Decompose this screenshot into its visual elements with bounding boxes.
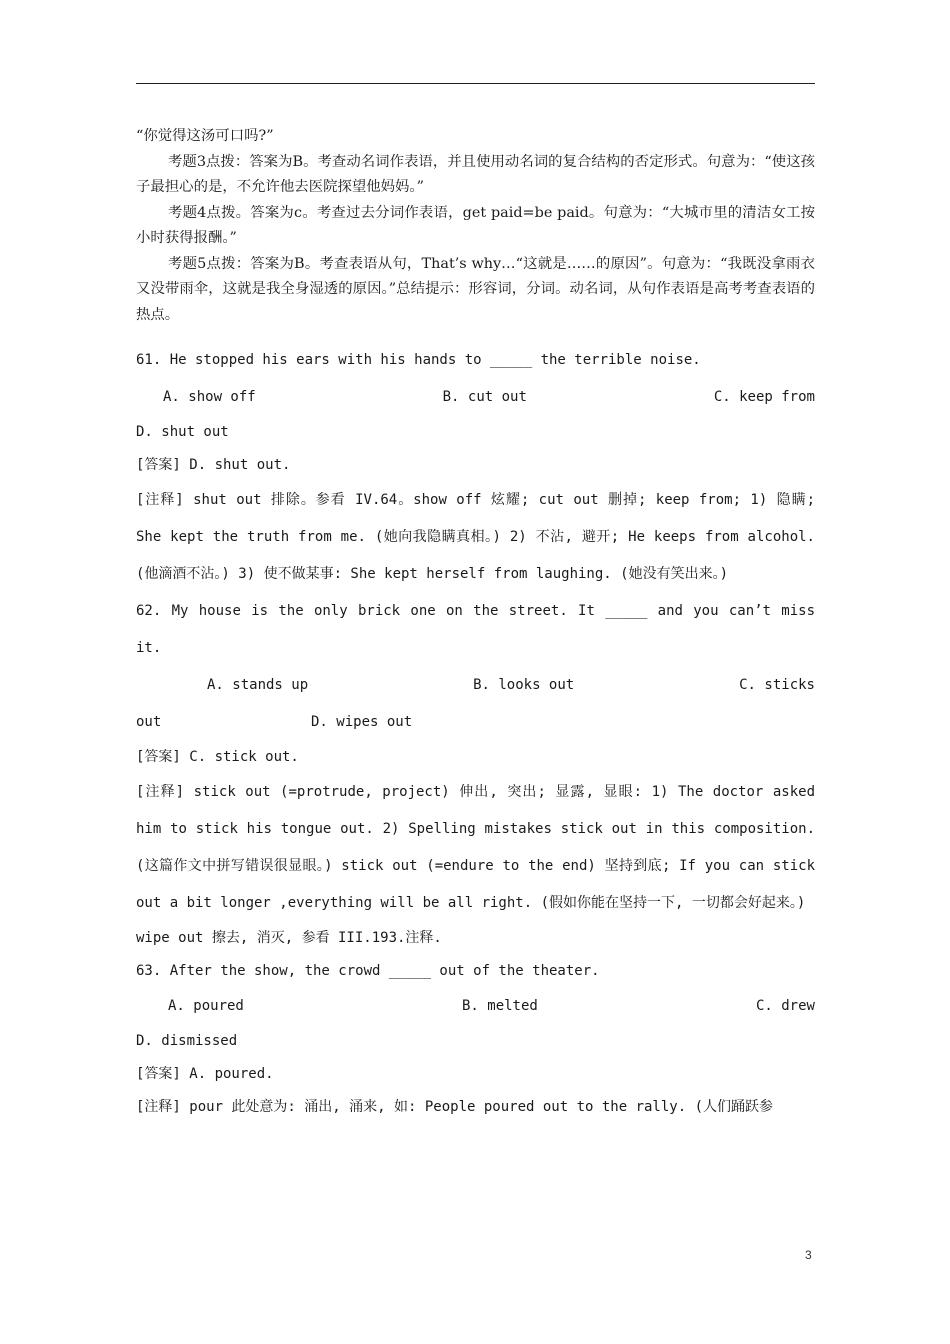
- q63-options-row: [136, 988, 815, 1025]
- q62-note: [注释] stick out (=protrude, project) 伸出, 突出; 显露, 显眼: 1) The doctor asked him to stick his tongue out. 2) Spelling mistakes stick out in this composition. (这篇作文中拼写错误很显眼。) stick out (=endure to the end) 坚持到底; If you can stick out a bit longer ,everything will be all right. (假如你能在坚持一下, 一切都会好起来。): [136, 784, 815, 911]
- q61-answer: [答案] D. shut out.: [136, 457, 291, 473]
- intro-point-4: 考题4点拨。答案为c。考查过去分词作表语，get paid=be paid。句意为：“大城市里的清洁女工按小时获得报酬。”: [136, 204, 815, 246]
- header-rule: [136, 83, 815, 84]
- page-body: [136, 124, 815, 1124]
- q62-option-a: A. stands up: [207, 677, 309, 693]
- q62-extra-note: wipe out 擦去, 消灭, 参看 III.193.注释.: [136, 930, 442, 946]
- q61-option-a: A. show off: [163, 389, 256, 405]
- q63-option-c: C. drew: [755, 998, 815, 1014]
- intro-quote: “你觉得这汤可口吗?”: [136, 128, 274, 144]
- q63-note: [注释] pour 此处意为: 涌出, 涌来, 如: People poured out to the rally. (人们踊跃参: [136, 1099, 774, 1115]
- page-number: 3: [805, 1248, 812, 1262]
- q63-option-b: B. melted: [461, 998, 538, 1014]
- q61-stem: 61. He stopped his ears with his hands to _____ the terrible noise.: [136, 352, 701, 368]
- q62-option-d: D. wipes out: [311, 714, 413, 730]
- q62-option-c: C. sticks: [739, 677, 815, 693]
- q61-option-b: B. cut out: [442, 389, 527, 405]
- q62-option-b: B. looks out: [473, 677, 575, 693]
- q62-options-row: [136, 667, 815, 704]
- q63-option-a: A. poured: [168, 998, 244, 1014]
- q61-option-c: C. keep from: [713, 389, 815, 405]
- q62-options-row-2: [136, 704, 815, 741]
- intro-point-5: 考题5点拨：答案为B。考查表语从句，That’s why…“这就是……的原因”。句意为：“我既没拿雨衣又没带雨伞，这就是我全身湿透的原因。”总结提示：形容词，分词。动名词，从句作表语是高考考查表语的热点。: [136, 255, 815, 323]
- q63-answer: [答案] A. poured.: [136, 1066, 274, 1082]
- q63-option-d: D. dismissed: [136, 1033, 238, 1049]
- q61-note: [注释] shut out 排除。参看 IV.64。show off 炫耀; cut out 删掉; keep from; 1) 隐瞒; She kept the truth from me. (她向我隐瞒真相。) 2) 不沾, 避开; He keeps from alcohol. (他滴酒不沾。) 3) 使不做某事: She kept herself from laughing. (她没有笑出来。): [136, 492, 815, 582]
- q61-options-row: [136, 379, 815, 416]
- q62-option-c-continued: out: [136, 714, 162, 730]
- q62-answer: [答案] C. stick out.: [136, 749, 299, 765]
- q61-option-d: D. shut out: [136, 424, 229, 440]
- q63-stem: 63. After the show, the crowd _____ out of the theater.: [136, 963, 600, 979]
- q62-stem: 62. My house is the only brick one on the street. It _____ and you can’t miss it.: [136, 603, 815, 656]
- intro-point-3: 考题3点拨：答案为B。考查动名词作表语，并且使用动名词的复合结构的否定形式。句意为：“使这孩子最担心的是，不允许他去医院探望他妈妈。”: [136, 153, 815, 195]
